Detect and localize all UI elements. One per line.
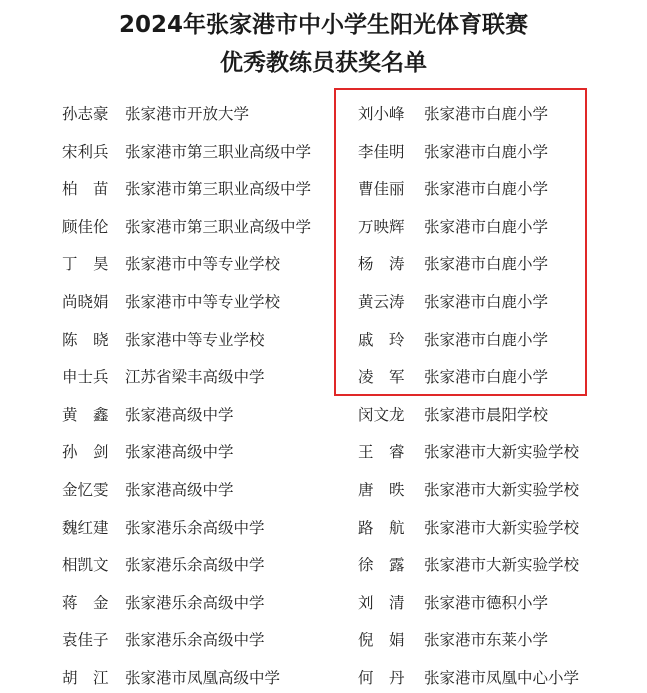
coach-name: 胡 江 [62,669,109,687]
coach-name: 倪 娟 [358,631,405,650]
coach-name: 凌 军 [358,368,405,387]
document-title: 2024年张家港市中小学生阳光体育联赛 [118,12,528,38]
coach-school: 张家港市大新实验学校 [424,481,580,499]
coach-name: 杨 涛 [358,255,405,274]
list-row [0,513,647,543]
coach-name: 孙 剑 [62,443,109,462]
document-subtitle: 优秀教练员获奖名单 [220,50,427,76]
list-row [0,663,647,693]
coach-name: 万映辉 [358,217,405,236]
coach-school: 张家港市白鹿小学 [424,255,549,274]
coach-school: 张家港市白鹿小学 [424,368,549,387]
coach-school: 张家港市大新实验学校 [424,556,580,575]
coach-school: 张家港市白鹿小学 [424,293,549,311]
coach-school: 张家港高级中学 [125,443,234,462]
list-row [0,625,647,655]
list-row [0,362,647,392]
coach-name: 申士兵 [62,368,109,387]
coach-school: 张家港市白鹿小学 [424,217,549,236]
coach-school: 张家港乐余高级中学 [125,593,265,612]
coach-school: 张家港市大新实验学校 [424,443,580,462]
coach-school: 张家港市东莱小学 [424,631,549,650]
coach-name: 何 丹 [358,669,405,687]
list-row [0,287,647,317]
coach-school: 张家港乐余高级中学 [125,556,265,575]
coach-name: 陈 晓 [62,330,109,349]
coach-name: 刘小峰 [358,105,405,123]
coach-school: 张家港市德积小学 [424,593,549,612]
coach-name: 路 航 [358,518,405,537]
list-row [0,174,647,204]
coach-name: 丁 昊 [62,255,109,274]
coach-school: 张家港乐余高级中学 [125,631,265,650]
coach-name: 王 睿 [358,443,405,462]
coach-name: 宋利兵 [62,142,109,161]
coach-name: 黄 鑫 [62,405,109,424]
list-row [0,99,647,129]
coach-school: 张家港乐余高级中学 [125,518,265,537]
list-row [0,588,647,618]
coach-school: 张家港高级中学 [125,481,234,499]
coach-school: 张家港市中等专业学校 [125,255,281,274]
list-row [0,212,647,242]
coach-name: 李佳明 [358,142,405,161]
coach-school: 张家港市白鹿小学 [424,142,549,161]
list-row [0,550,647,580]
coach-name: 金忆雯 [62,481,109,499]
coach-school: 张家港市凤凰高级中学 [125,669,281,687]
coach-school: 张家港市晨阳学校 [424,405,549,424]
list-row [0,325,647,355]
coach-school: 张家港市凤凰中心小学 [424,669,580,687]
coach-school: 张家港市白鹿小学 [424,330,549,349]
coach-name: 徐 露 [358,556,405,575]
list-row [0,249,647,279]
coach-school: 江苏省梁丰高级中学 [125,368,265,387]
coach-school: 张家港高级中学 [125,405,234,424]
coach-school: 张家港市大新实验学校 [424,518,580,537]
coach-school: 张家港市第三职业高级中学 [125,217,312,236]
coach-school: 张家港中等专业学校 [125,330,265,349]
coach-school: 张家港市第三职业高级中学 [125,180,312,199]
coach-name: 唐 昳 [358,481,405,499]
list-row [0,475,647,505]
coach-school: 张家港市开放大学 [125,105,250,123]
list-row [0,400,647,430]
coach-name: 孙志豪 [62,105,109,123]
coach-name: 曹佳丽 [358,180,405,199]
coach-name: 袁佳子 [62,631,109,650]
coach-name: 尚晓娟 [62,293,109,311]
coach-school: 张家港市白鹿小学 [424,105,549,123]
coach-school: 张家港市第三职业高级中学 [125,142,312,161]
list-row [0,137,647,167]
coach-name: 黄云涛 [358,293,405,311]
coach-name: 刘 清 [358,593,405,612]
coach-name: 闵文龙 [358,405,405,424]
coach-school: 张家港市白鹿小学 [424,180,549,199]
coach-name: 戚 玲 [358,330,405,349]
coach-name: 蒋 金 [62,593,109,612]
coach-name: 柏 苗 [62,180,109,199]
coach-name: 魏红建 [62,518,109,537]
coach-name: 顾佳伦 [62,217,109,236]
coach-name: 相凯文 [62,556,109,575]
coach-school: 张家港市中等专业学校 [125,293,281,311]
list-row [0,437,647,467]
